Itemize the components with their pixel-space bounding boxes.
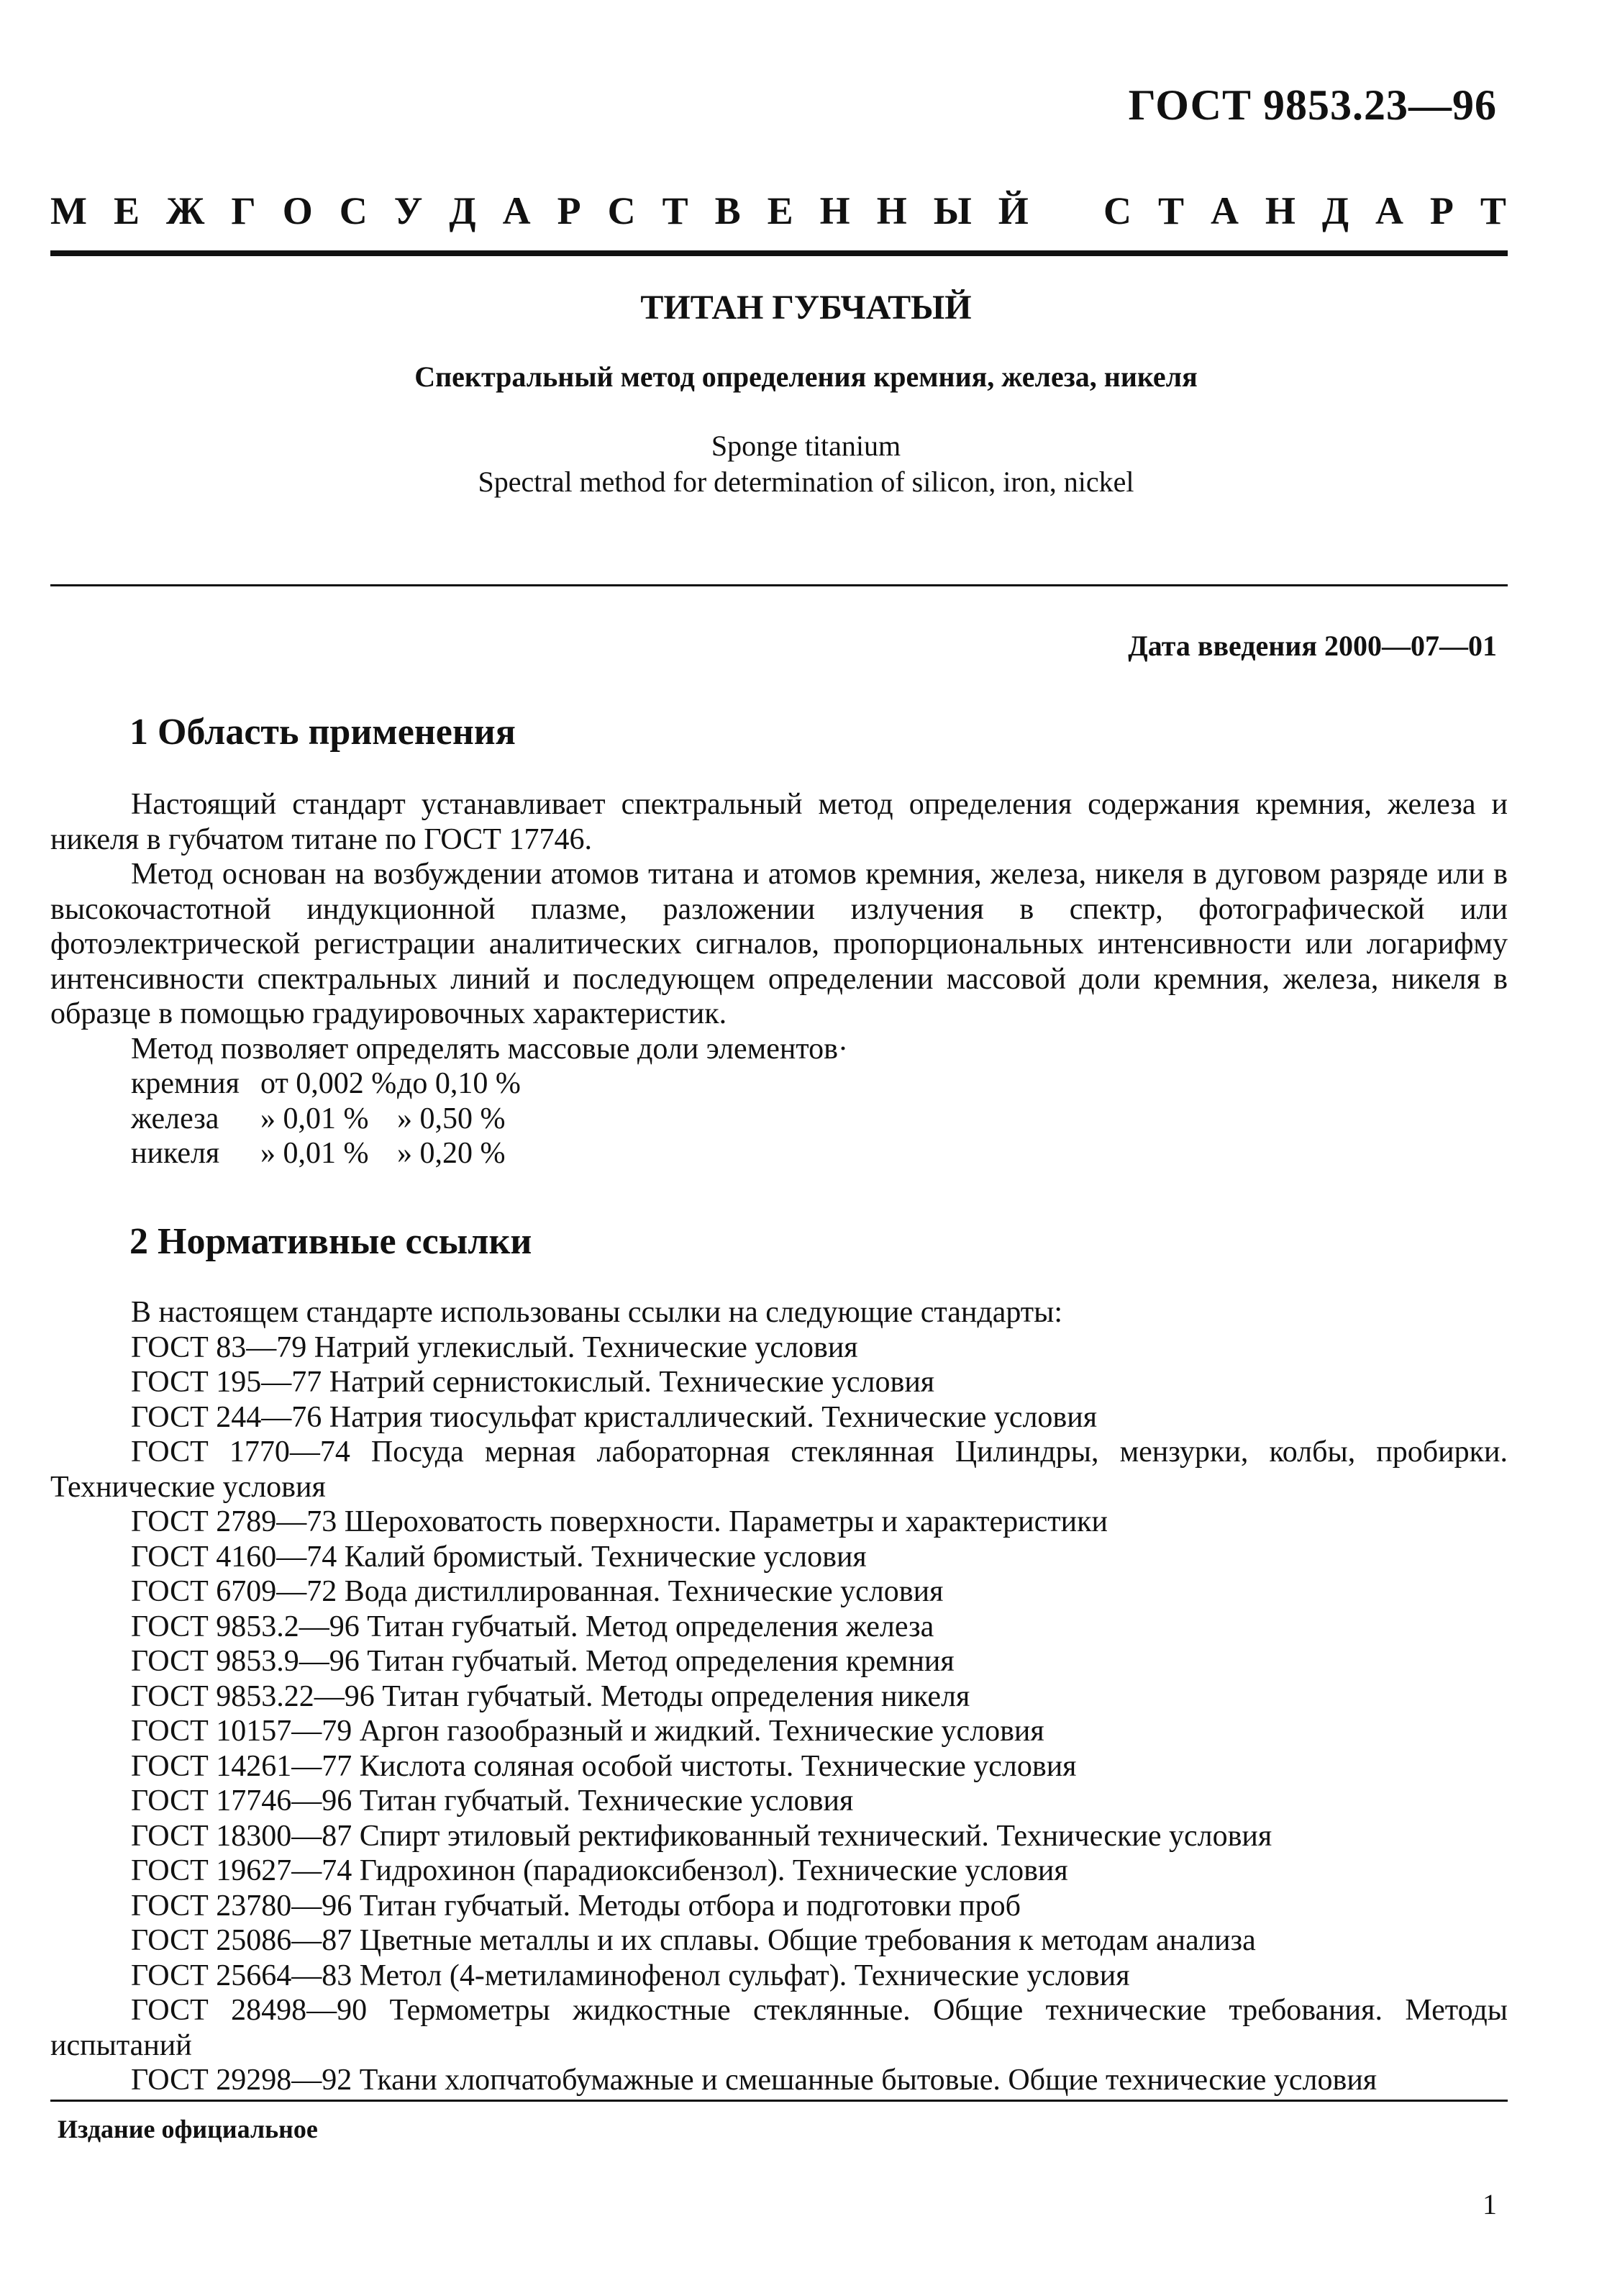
english-title: Sponge titanium (711, 430, 901, 462)
range-row (131, 1136, 1508, 1171)
reference-item: ГОСТ 244—76 Натрия тиосульфат кристаллический. Технические условия (131, 1400, 1098, 1434)
reference-item: ГОСТ 1770—74 Посуда мерная лабораторная стеклянная Цилиндры, мензурки, колбы, пробирки. Технические условия (50, 1435, 1508, 1504)
reference-item: ГОСТ 6709—72 Вода дистиллированная. Технические условия (131, 1575, 944, 1608)
introduction-date: Дата введения 2000—07—01 (1128, 630, 1497, 662)
banner-letter: С (339, 189, 368, 232)
ranges-list (50, 1066, 1508, 1171)
document-subtitle: Спектральный метод определения кремния, железа, никеля (414, 360, 1198, 393)
banner-letter: В (714, 189, 741, 232)
banner-word-2 (1103, 189, 1506, 233)
reference-item: ГОСТ 83—79 Натрий углекислый. Технические условия (131, 1330, 858, 1364)
banner-letter: Ы (933, 189, 972, 232)
banner-letter: Н (876, 189, 907, 232)
section-2-heading: 2 Нормативные ссылки (129, 1221, 532, 1262)
range-element: кремния (131, 1067, 240, 1100)
range-from: » 0,01 % (260, 1137, 369, 1170)
banner-letter: Е (113, 189, 140, 232)
banner-letter: Д (1321, 189, 1349, 232)
banner-letter: А (1210, 189, 1239, 232)
banner-word-1 (50, 189, 1029, 233)
banner-letter: Й (998, 189, 1029, 232)
banner-letter: Е (767, 189, 793, 232)
banner-letter: Т (1480, 189, 1506, 232)
paragraph: Настоящий стандарт устанавливает спектральный метод определения содержания кремния, железа и никеля в губчатом титане по ГОСТ 17746. (50, 788, 1508, 856)
reference-item: ГОСТ 9853.22—96 Титан губчатый. Методы определения никеля (131, 1679, 970, 1713)
banner-letter: Т (662, 189, 688, 232)
gost-code: ГОСТ 9853.23—96 (1128, 81, 1497, 129)
paragraph: Метод позволяет определять массовые доли элементов· (131, 1032, 848, 1066)
reference-item: ГОСТ 9853.2—96 Титан губчатый. Метод определения железа (131, 1610, 934, 1643)
banner-letter: С (607, 189, 636, 232)
reference-item: ГОСТ 195—77 Натрий сернистокислый. Технические условия (131, 1366, 935, 1399)
banner-letter: М (50, 189, 87, 232)
reference-item: ГОСТ 23780—96 Титан губчатый. Методы отбора и подготовки проб (131, 1889, 1021, 1923)
standard-banner (50, 189, 1506, 233)
document-title: ТИТАН ГУБЧАТЫЙ (640, 289, 972, 327)
banner-letter: А (1375, 189, 1403, 232)
reference-item: ГОСТ 9853.9—96 Титан губчатый. Метод определения кремния (131, 1645, 955, 1678)
range-row (131, 1102, 1508, 1137)
range-row (131, 1066, 1508, 1102)
reference-item: ГОСТ 2789—73 Шероховатость поверхности. Параметры и характеристики (131, 1505, 1108, 1538)
banner-letter: А (502, 189, 531, 232)
range-from: от 0,002 % (260, 1067, 397, 1100)
banner-letter: Г (231, 189, 256, 232)
banner-letter: Н (819, 189, 850, 232)
banner-letter: Р (1429, 189, 1454, 232)
reference-item: ГОСТ 25086—87 Цветные металлы и их сплавы. Общие требования к методам анализа (131, 1924, 1256, 1957)
paragraph: Метод основан на возбуждении атомов титана и атомов кремния, железа, никеля в дуговом разряде или в высокочастотной индукционной плазме, разложении излучения в спектр, фотографической или фотоэлектрической регистрации аналитических сигналов, пропорциональных интенсивности или логарифму интенсивности спектральных линий и последующем определении массовой доли кремния, железа, никеля в образце в помощью градуировочных характеристик. (50, 858, 1508, 1030)
reference-item: ГОСТ 19627—74 Гидрохинон (парадиоксибензол). Технические условия (131, 1854, 1068, 1887)
reference-item: ГОСТ 17746—96 Титан губчатый. Технические условия (131, 1784, 854, 1818)
paragraph: В настоящем стандарте использованы ссылки на следующие стандарты: (131, 1296, 1063, 1329)
reference-item: ГОСТ 4160—74 Калий бромистый. Технические условия (131, 1540, 867, 1574)
section-1-heading: 1 Область применения (129, 712, 516, 753)
title-rule (50, 584, 1508, 586)
range-to: » 0,20 % (397, 1137, 506, 1170)
english-subtitle: Spectral method for determination of silicon, iron, nickel (478, 466, 1134, 498)
page-number: 1 (1483, 2188, 1497, 2220)
banner-letter: У (393, 189, 423, 232)
banner-letter: Д (449, 189, 476, 232)
banner-letter: Ж (166, 189, 205, 232)
banner-letter: Р (557, 189, 581, 232)
banner-letter: С (1103, 189, 1131, 232)
banner-letter: Т (1157, 189, 1184, 232)
range-element: никеля (131, 1137, 220, 1170)
official-edition-label: Издание официальное (58, 2115, 318, 2143)
range-element: железа (131, 1102, 219, 1135)
banner-letter: Н (1265, 189, 1295, 232)
banner-letter: О (282, 189, 313, 232)
section-2-body (50, 1295, 1508, 2098)
range-to: до 0,10 % (397, 1067, 521, 1100)
section-1-body (50, 787, 1508, 1171)
reference-item: ГОСТ 25664—83 Метол (4-метиламинофенол сульфат). Технические условия (131, 1959, 1130, 1992)
range-from: » 0,01 % (260, 1102, 369, 1135)
reference-item: ГОСТ 14261—77 Кислота соляная особой чистоты. Технические условия (131, 1749, 1077, 1783)
footer-rule (50, 2100, 1508, 2102)
reference-item: ГОСТ 18300—87 Спирт этиловый ректификованный технический. Технические условия (131, 1819, 1272, 1853)
reference-item: ГОСТ 10157—79 Аргон газообразный и жидкий. Технические условия (131, 1715, 1044, 1748)
header-rule (50, 250, 1508, 256)
reference-item: ГОСТ 29298—92 Ткани хлопчатобумажные и смешанные бытовые. Общие технические условия (131, 2064, 1378, 2097)
reference-item: ГОСТ 28498—90 Термометры жидкостные стеклянные. Общие технические требования. Методы испытаний (50, 1994, 1508, 2062)
range-to: » 0,50 % (397, 1102, 506, 1135)
